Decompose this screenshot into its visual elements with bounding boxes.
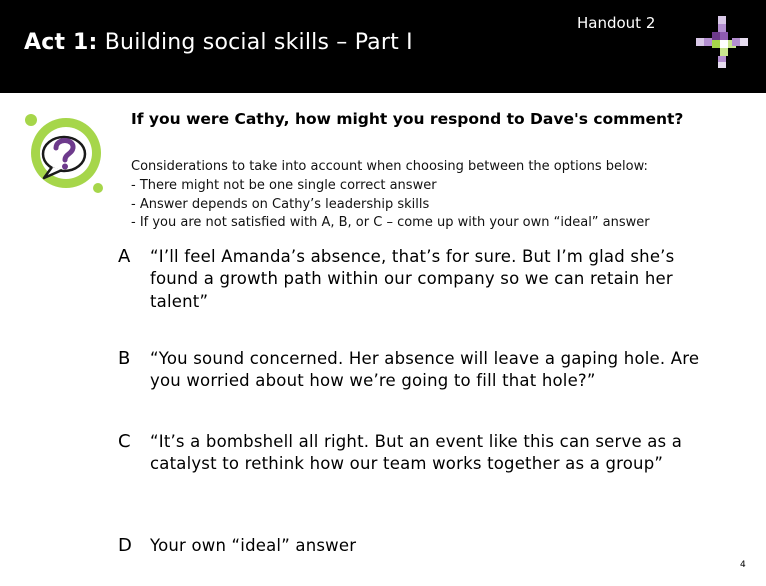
option-letter: A <box>118 246 131 267</box>
option-letter: B <box>118 348 131 369</box>
consideration-item: - There might not be one single correct answer <box>131 177 437 193</box>
option-text: “I’ll feel Amanda’s absence, that’s for sure. But I’m glad she’s found a growth path within our company so we can retain her talent” <box>150 247 675 311</box>
consideration-item: - Answer depends on Cathy’s leadership skills <box>131 196 430 212</box>
question-text: If you were Cathy, how might you respond to Dave's comment? <box>131 110 684 128</box>
option-letter: C <box>118 431 131 452</box>
considerations-intro: Considerations to take into account when choosing between the options below: <box>131 159 648 174</box>
handout-label: Handout 2 <box>577 14 656 32</box>
pixel-cross-logo-icon <box>694 14 750 70</box>
question-bubble-icon <box>22 108 110 196</box>
consideration-item: - If you are not satisfied with A, B, or C – come up with your own “ideal” answer <box>131 215 650 231</box>
considerations-list <box>131 158 751 233</box>
option-letter: D <box>118 535 132 556</box>
page-number: 4 <box>740 560 746 570</box>
title-act: Act 1: <box>24 30 98 55</box>
header-bar <box>0 0 766 93</box>
option-text: Your own “ideal” answer <box>150 536 357 555</box>
option-text: “It’s a bombshell all right. But an event like this can serve as a catalyst to rethink how our team works together as a group” <box>150 432 683 474</box>
option-text: “You sound concerned. Her absence will leave a gaping hole. Are you worried about how we’re going to fill that hole?” <box>150 349 700 391</box>
page-title <box>24 30 413 55</box>
title-subject: Building social skills – Part I <box>97 30 413 55</box>
